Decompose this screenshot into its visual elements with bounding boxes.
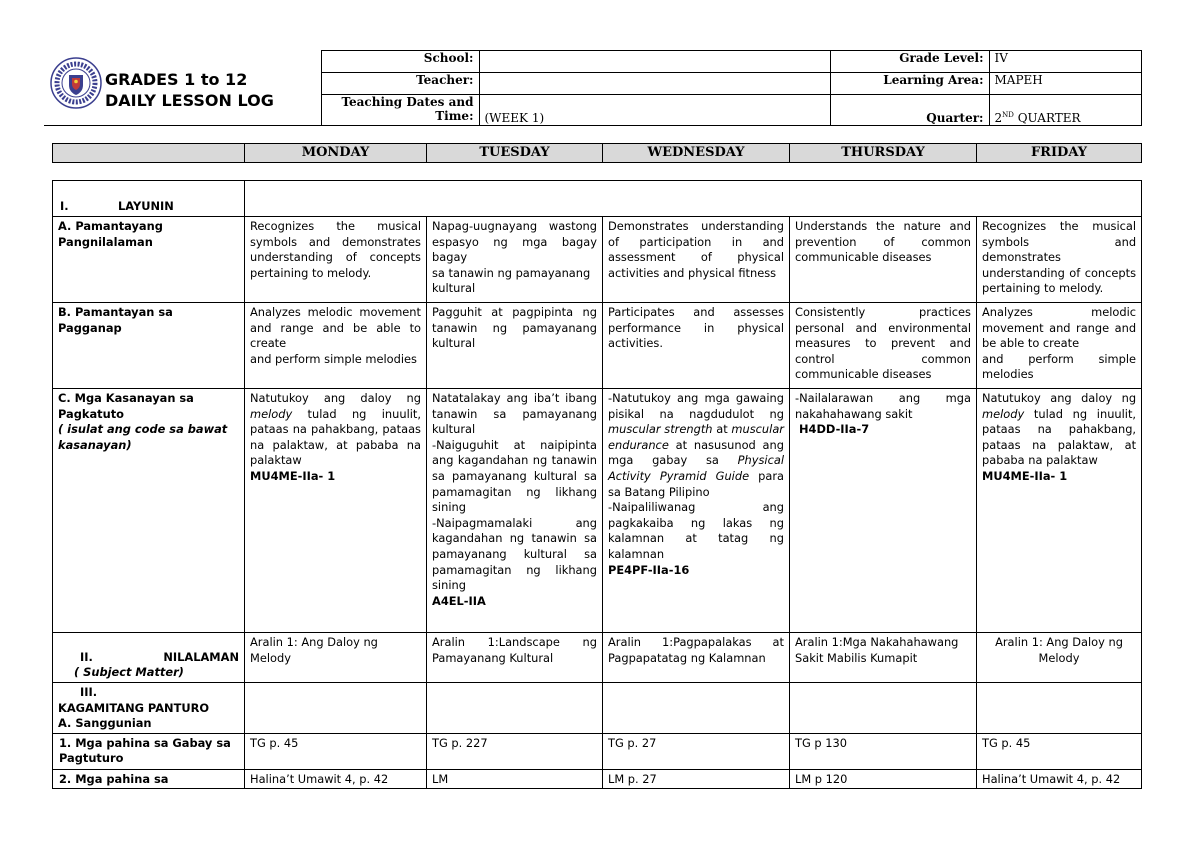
quarter-label: Quarter:: [830, 95, 989, 126]
a-tuesday-line2: sa tanawin ng pamayanang kultural: [432, 265, 591, 296]
row-nilalaman: [53, 633, 1142, 683]
a-wednesday-cell[interactable]: Demonstrates understanding of participation in and assessment of physical activities and physical fitness: [603, 217, 790, 303]
c-friday-text-b: tulad ng inuulit, pataas na pahakbang, pataas na palaktaw, at pababa na palaktaw: [982, 406, 1137, 468]
gabay-wednesday-cell[interactable]: TG p. 27: [603, 733, 790, 769]
kasanayan-label: C. Mga Kasanayan sa Pagkatuto: [58, 391, 194, 421]
kagamitan-tuesday-cell[interactable]: [427, 683, 603, 734]
document-title: [105, 69, 274, 111]
c-tuesday-text-2: -Naiguguhit at naipipinta ang kagandahan ng tanawin sa pamayanang kultural sa pamamagitan ng likhang sining: [432, 437, 597, 515]
c-wednesday-text-1d: para sa Batang Pilipino: [608, 468, 784, 499]
row-gabay-sa-pagtuturo: [53, 733, 1142, 769]
grade-level-field[interactable]: IV: [989, 51, 1141, 73]
b-friday-line1: Analyzes melodic movement and range and be able to create: [982, 305, 1137, 351]
row-layunin: [53, 181, 1142, 217]
c-thursday-cell[interactable]: [790, 389, 977, 633]
c-wednesday-muscular-endurance: muscular endurance: [608, 422, 784, 452]
teaching-dates-label: [321, 95, 479, 126]
gabay-tuesday-cell[interactable]: TG p. 227: [427, 733, 603, 769]
c-monday-cell[interactable]: [245, 389, 427, 633]
c-friday-text: [982, 391, 1136, 469]
learning-area-field[interactable]: MAPEH: [989, 73, 1141, 95]
title-line-2: DAILY LESSON LOG: [105, 90, 274, 110]
kagamitan-label-cell: [53, 683, 245, 734]
teaching-dates-label-line2: Time:: [435, 109, 474, 123]
day-friday: FRIDAY: [977, 144, 1142, 163]
c-monday-text-melody: melody: [250, 406, 293, 421]
b-monday-line1: Analyzes melodic movement and range and be able to create: [250, 305, 421, 351]
a-thursday-cell[interactable]: Understands the nature and prevention of common communicable diseases: [790, 217, 977, 303]
teaching-dates-label-line1: Teaching Dates and: [341, 95, 474, 109]
row-kasanayan-sa-pagkatuto: [53, 389, 1142, 633]
kagamitan-monday-cell[interactable]: [245, 683, 427, 734]
pamantayan-sa-pagganap-label: B. Pamantayan sa Pagganap: [53, 303, 245, 389]
kagamitan-number: III.: [80, 685, 98, 699]
kagamitan-friday-cell[interactable]: [977, 683, 1142, 734]
gabay-friday-cell[interactable]: TG p. 45: [977, 733, 1142, 769]
a-tuesday-cell[interactable]: [427, 217, 603, 303]
b-thursday-cell[interactable]: Consistently practices personal and environmental measures to prevent and control common communicable diseases: [790, 303, 977, 389]
b-friday-cell[interactable]: [977, 303, 1142, 389]
lm-tuesday-cell[interactable]: LM: [427, 769, 603, 789]
days-corner-cell: [53, 144, 245, 163]
lm-monday-cell[interactable]: Halina’t Umawit 4, p. 42: [245, 769, 427, 789]
c-friday-code: MU4ME-IIa- 1: [982, 468, 1068, 483]
nilalaman-thursday-cell[interactable]: Aralin 1:Mga Nakahahawang Sakit Mabilis Kumapit: [790, 633, 977, 683]
b-wednesday-cell[interactable]: Participates and assesses performance in physical activities.: [603, 303, 790, 389]
row-kagamitang-panturo: [53, 683, 1142, 734]
c-thursday-text-1: -Nailalarawan ang mga nakahahawang sakit: [795, 391, 971, 421]
nilalaman-number: II.: [80, 649, 93, 664]
nilalaman-monday-cell[interactable]: Aralin 1: Ang Daloy ng Melody: [245, 633, 427, 683]
gabay-monday-cell[interactable]: TG p. 45: [245, 733, 427, 769]
quarter-number: 2: [994, 111, 1003, 125]
a-friday-cell[interactable]: Recognizes the musical symbols and demonstrates understanding of concepts pertaining to melody.: [977, 217, 1142, 303]
c-tuesday-cell[interactable]: [427, 389, 603, 633]
nilalaman-friday-cell[interactable]: Aralin 1: Ang Daloy ng Melody: [977, 633, 1142, 683]
row-pamantayan-sa-pagganap: [53, 303, 1142, 389]
header-table: [44, 50, 1142, 126]
b-monday-line2: and perform simple melodies: [250, 351, 417, 366]
kagamitan-wednesday-cell[interactable]: [603, 683, 790, 734]
grade-level-label: Grade Level:: [830, 51, 989, 73]
lm-friday-cell[interactable]: Halina’t Umawit 4, p. 42: [977, 769, 1142, 789]
layunin-heading: [53, 181, 245, 217]
pamantayang-pangnilalaman-label: A. Pamantayang Pangnilalaman: [53, 217, 245, 303]
c-wednesday-code: PE4PF-IIa-16: [608, 562, 690, 577]
nilalaman-wednesday-cell[interactable]: Aralin 1:Pagpapalakas at Pagpapatatag ng Kalamnan: [603, 633, 790, 683]
kagamitan-text: KAGAMITANG PANTURO: [58, 700, 210, 715]
title-line-1: GRADES 1 to 12: [105, 69, 248, 89]
c-wednesday-cell[interactable]: [603, 389, 790, 633]
nilalaman-text: NILALAMAN: [163, 649, 239, 664]
c-monday-text: [250, 391, 421, 469]
c-wednesday-muscular-strength: muscular strength: [608, 422, 713, 437]
c-tuesday-code: A4EL-IIA: [432, 593, 486, 608]
nilalaman-label-cell: [53, 633, 245, 683]
b-tuesday-cell[interactable]: Pagguhit at pagpipinta ng tanawin ng pamayanang kultural: [427, 303, 603, 389]
lesson-log-table: [52, 180, 1142, 789]
teaching-dates-field[interactable]: (WEEK 1): [479, 95, 830, 126]
deped-seal-icon: [50, 57, 102, 109]
gabay-thursday-cell[interactable]: TG p 130: [790, 733, 977, 769]
quarter-field[interactable]: [989, 95, 1141, 126]
quarter-text: QUARTER: [1013, 111, 1081, 125]
day-thursday: THURSDAY: [790, 144, 977, 163]
row-mga-pahina-lm: [53, 769, 1142, 789]
gabay-label: 1. Mga pahina sa Gabay sa Pagtuturo: [53, 733, 245, 769]
c-wednesday-text-1a: -Natutukoy ang mga gawaing pisikal na nagdudulot ng: [608, 391, 784, 421]
c-monday-text-b: tulad ng inuulit, pataas na pahakbang, pataas na palaktaw, at pababa na palaktaw: [250, 406, 421, 468]
c-monday-text-a: Natutukoy ang daloy ng: [250, 391, 421, 405]
kagamitan-thursday-cell[interactable]: [790, 683, 977, 734]
days-header-table: [52, 143, 1142, 163]
lm-wednesday-cell[interactable]: LM p. 27: [603, 769, 790, 789]
c-thursday-code: H4DD-IIa-7: [799, 422, 870, 437]
b-friday-line2: and perform simple melodies: [982, 351, 1137, 382]
c-monday-code: MU4ME-IIa- 1: [250, 468, 336, 483]
c-wednesday-text-1b: at: [712, 422, 732, 437]
nilalaman-tuesday-cell[interactable]: Aralin 1:Landscape ng Pamayanang Kultural: [427, 633, 603, 683]
learning-area-label: Learning Area:: [830, 73, 989, 95]
quarter-ordinal: ND: [1002, 111, 1014, 119]
lm-thursday-cell[interactable]: LM p 120: [790, 769, 977, 789]
c-wednesday-pyramid-guide: Physical Activity Pyramid Guide: [608, 453, 784, 483]
day-tuesday: TUESDAY: [427, 144, 603, 163]
school-label: School:: [321, 51, 479, 73]
lm-label: 2. Mga pahina sa: [53, 769, 245, 789]
layunin-text: LAYUNIN: [118, 199, 174, 214]
c-friday-text-a: Natutukoy ang daloy ng: [982, 391, 1137, 405]
nilalaman-heading: [58, 650, 239, 666]
c-wednesday-text-1c: at nasusunod ang mga gabay sa: [608, 437, 784, 468]
c-wednesday-text-2: -Naipaliliwanag ang pagkakaiba ng lakas ng kalamnan at tatag ng kalamnan: [608, 500, 784, 561]
kagamitan-heading: [58, 685, 239, 716]
a-tuesday-line1: Napag-uugnayang wastong espasyo ng mga bagay bagay: [432, 219, 597, 265]
c-friday-cell[interactable]: [977, 389, 1142, 633]
logo-title-cell: [44, 51, 321, 126]
nilalaman-sub: ( Subject Matter): [74, 665, 184, 680]
teacher-label: Teacher:: [321, 73, 479, 95]
row-pamantayang-pangnilalaman: [53, 217, 1142, 303]
kasanayan-note: ( isulat ang code sa bawat kasanayan): [58, 422, 228, 452]
c-tuesday-text-1: Natatalakay ang iba’t ibang tanawin sa pamayanang kultural: [432, 391, 597, 437]
teacher-field[interactable]: [479, 73, 830, 95]
kasanayan-label-cell: [53, 389, 245, 633]
c-tuesday-text-3: -Naipagmamalaki ang kagandahan ng tanawin sa pamayanang kultural sa pamamagitan ng likhang sining: [432, 515, 597, 593]
c-wednesday-text-1: [608, 391, 784, 500]
sanggunian-label: A. Sanggunian: [58, 716, 152, 731]
layunin-span-cell: [245, 181, 1142, 217]
layunin-number: I.: [60, 199, 69, 214]
day-wednesday: WEDNESDAY: [603, 144, 790, 163]
a-monday-cell[interactable]: Recognizes the musical symbols and demonstrates understanding of concepts pertaining to melody.: [245, 217, 427, 303]
c-friday-text-melody: melody: [982, 406, 1025, 421]
day-monday: MONDAY: [245, 144, 427, 163]
b-monday-cell[interactable]: [245, 303, 427, 389]
school-field[interactable]: [479, 51, 830, 73]
